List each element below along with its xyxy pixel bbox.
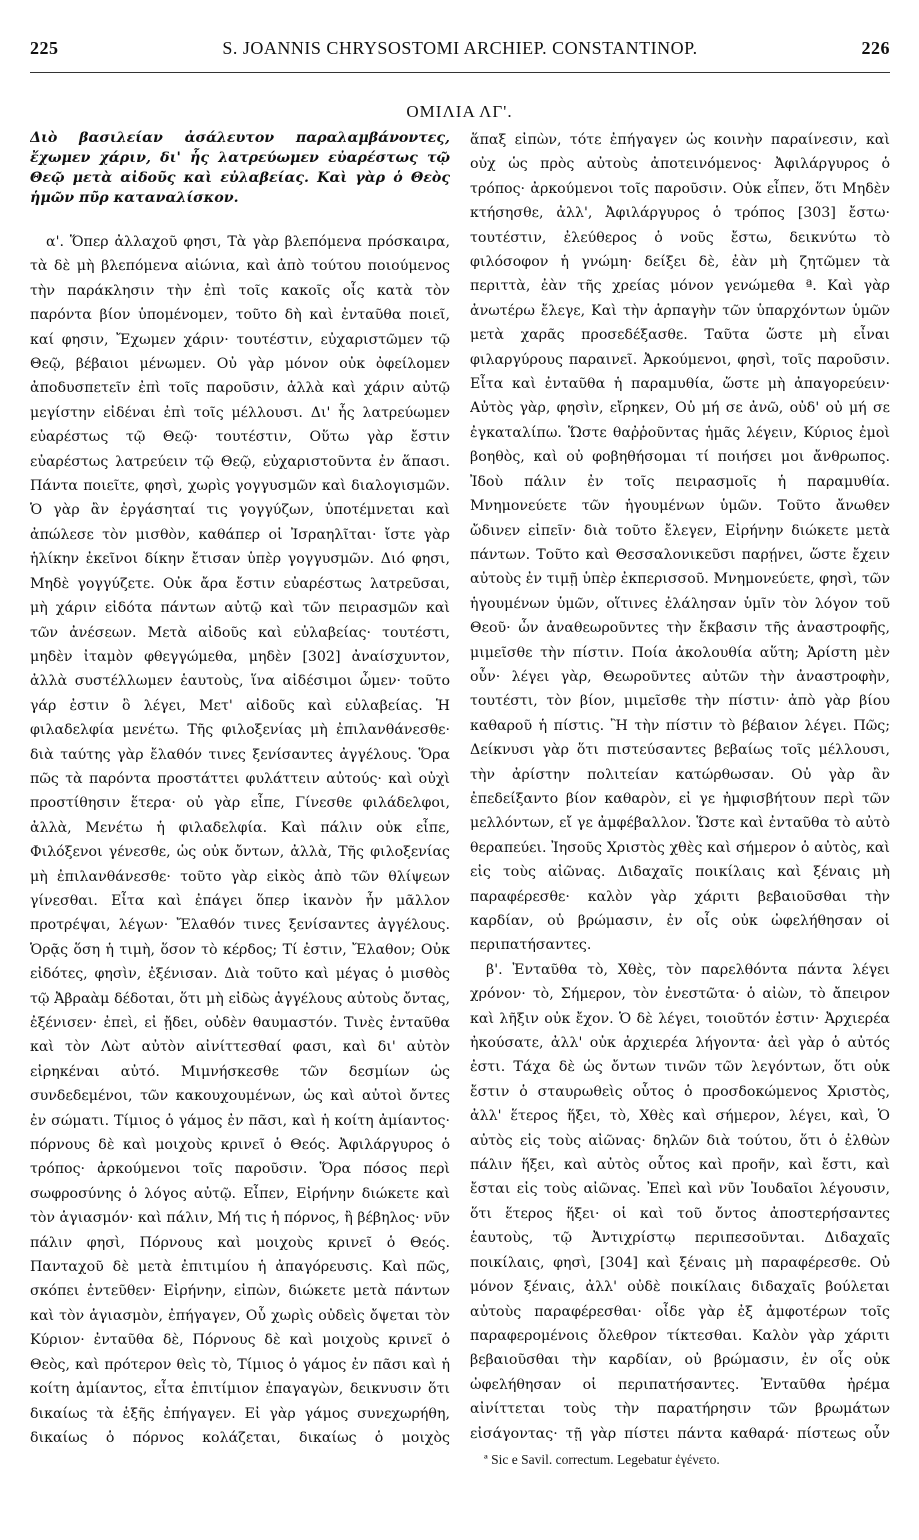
paragraph: β'. Ἐνταῦθα τὸ, Χθὲς, τὸν παρελθόντα πάντα λέγει χρόνον· τὸ, Σήμερον, τὸν ἐνεστῶτα· ὁ αἰὼν, τὸ ἄπειρον καὶ λῆξιν οὐκ ἔχον. Ὁ δὲ λέγει, τοιοῦτόν ἐστιν· Ἀρχιερέα ἠκούσατε, ἀλλ' οὐκ ἀρχιερέα λήγοντα· ἀεὶ γὰρ ὁ αὐτός ἐστι. Τάχα δὲ ὡς ὄντων τινῶν τῶν λεγόντων, ὅτι οὐκ ἔστιν ὁ σταυρωθεὶς οὗτος ὁ προσδοκώμενος Χριστὸς, ἀλλ' ἕτερος ἥξει, τὸ, Χθὲς καὶ σήμερον, λέγει, καὶ, Ὁ αὐτὸς εἰς τοὺς αἰῶνας· δηλῶν διὰ τούτου, ὅτι ὁ ἐλθὼν πάλιν ἥξει, καὶ αὐτὸς οὗτος καὶ προῆν, καὶ ἔστι, καὶ ἔσται εἰς τοὺς αἰῶνας. Ἐπεὶ καὶ νῦν Ἰουδαῖοι λέγουσιν, ὅτι ἕτερος ἥξει· οἱ καὶ τοῦ ὄντος ἀποστερήσαντες ἑαυτοὺς, τῷ Ἀντιχρίστῳ περιπεσοῦνται. Διδαχαῖς ποικίλαις, φησὶ, [304] καὶ ξέναις μὴ παραφέρεσθε. Οὐ μόνον ξέναις, ἀλλ' οὐδὲ ποικίλαις διδαχαῖς βούλεται αὐτοὺς παραφέρεσθαι· οἶδε γὰρ ἐξ ἀμφοτέρων τοῖς παραφερομένοις ὄλεθρον τίκτεσθαι. Καλὸν γὰρ χάριτι βεβαιοῦσθαι τὴν καρδίαν, οὐ βρώμασιν, ἐν οἷς οὐκ ὠφελήθησαν οἱ περιπατήσαντες. Ἐνταῦθα ἠρέμα αἰνίττεται τοὺς τὴν παρατήρησιν τῶν βρωμάτων εἰσάγοντας· τῇ γὰρ πίστει πάντα καθαρά· πίστεως οὖν bbox=[470, 961, 890, 1442]
running-header bbox=[30, 38, 890, 62]
left-column bbox=[30, 128, 450, 1448]
homily-title: ΟΜΙΛΙΑ ΛΓ'. bbox=[406, 102, 513, 121]
lemma-verse: Διὸ βασιλείαν ἀσάλευτον παραλαμβάνοντες, ἔχωμεν χάριν, δι' ἧς λατρεύωμεν εὐαρέστως τῷ Θεῷ μετὰ αἰδοῦς καὶ εὐλαβείας. Καὶ γὰρ ὁ Θεὸς ἡμῶν πῦρ καταναλίσκον. bbox=[30, 130, 450, 206]
page-number-right: 226 bbox=[861, 38, 890, 58]
header-rule bbox=[30, 72, 890, 73]
footnote: ª Sic e Savil. correctum. Legebatur ἐγένετο. bbox=[484, 1452, 720, 1467]
page-number-left: 225 bbox=[30, 38, 59, 58]
paragraph: ἅπαξ εἰπὼν, τότε ἐπήγαγεν ὡς κοινὴν παραίνεσιν, καὶ οὐχ ὡς πρὸς αὐτοὺς ἀποτεινόμενος· Ἀφιλάργυρος ὁ τρόπος· ἀρκούμενοι τοῖς παροῦσιν. Οὐκ εἶπεν, ὅτι Μηδὲν κτήσησθε, ἀλλ', Ἀφιλάργυρος ὁ τρόπος [303] ἔστω· τουτέστιν, ἐλεύθερος ὁ νοῦς ἔστω, δεικνύτω τὸ φιλόσοφον ἡ γνώμη· δείξει δὲ, ἐὰν μὴ ζητῶμεν τὰ περιττὰ, ἐὰν τῆς χρείας μόνον γενώμεθα ª. Καὶ γὰρ ἀνωτέρω ἔλεγε, Καὶ τὴν ἁρπαγὴν τῶν ὑπαρχόντων ὑμῶν μετὰ χαρᾶς προσεδέξασθε. Ταῦτα ὥστε μὴ εἶναι φιλαργύρους παραινεῖ. Ἀρκούμενοι, φησὶ, τοῖς παροῦσιν. Εἶτα καὶ ἐνταῦθα ἡ παραμυθία, ὥστε μὴ ἀπαγορεύειν· Αὐτὸς γὰρ, φησὶν, εἴρηκεν, Οὐ μή σε ἀνῶ, οὐδ' οὐ μή σε ἐγκαταλίπω. Ὥστε θαῤῥοῦντας ἡμᾶς λέγειν, Κύριος ἐμοὶ βοηθὸς, καὶ οὐ φοβηθήσομαι τί ποιήσει μοι ἄνθρωπος. Ἰδοὺ πάλιν ἐν τοῖς πειρασμοῖς ἡ παραμυθία. Μνημονεύετε τῶν ἡγουμένων ὑμῶν. Τοῦτο ἄνωθεν ὤδινεν εἰπεῖν· διὰ τοῦτο ἔλεγεν, Εἰρήνην διώκετε μετὰ πάντων. Τοῦτο καὶ Θεσσαλονικεῦσι παρῄνει, ὥστε ἔχειν αὐτοὺς ἐν τιμῇ ὑπὲρ ἐκπερισσοῦ. Μνημονεύετε, φησὶ, τῶν ἡγουμένων ὑμῶν, οἵτινες ἐλάλησαν ὑμῖν τὸν λόγον τοῦ Θεοῦ· ὧν ἀναθεωροῦντες τὴν ἔκβασιν τῆς ἀναστροφῆς, μιμεῖσθε τὴν πίστιν. Ποία ἀκολουθία αὕτη; Ἀρίστη μὲν οὖν· λέγει γὰρ, Θεωροῦντες αὐτῶν τὴν ἀναστροφὴν, τουτέστι, τὸν βίον, μιμεῖσθε τὴν πίστιν· ἀπὸ γὰρ βίου καθαροῦ ἡ πίστις. Ἢ τὴν πίστιν τὸ βέβαιον λέγει. Πῶς; Δείκνυσι γὰρ ὅτι πιστεύσαντες βεβαίως τοῖς μέλλουσι, τὴν ἀρίστην πολιτείαν κατώρθωσαν. Οὐ γὰρ ἂν ἐπεδείξαντο βίον καθαρὸν, εἰ γε ἠμφισβήτουν περὶ τῶν μελλόντων, εἴ γε ἀμφέβαλλον. Ὥστε καὶ ἐνταῦθα τὸ αὐτὸ θεραπεύει. Ἰησοῦς Χριστὸς χθὲς καὶ σήμερον ὁ αὐτὸς, καὶ εἰς τοὺς αἰῶνας. Διδαχαῖς ποικίλαις καὶ ξέναις μὴ παραφέρεσθε· καλὸν γὰρ χάριτι βεβαιοῦσθαι τὴν καρδίαν, οὐ βρώμασιν, ἐν οἷς οὐκ ὠφελήθησαν οἱ περιπατήσαντες. bbox=[470, 132, 890, 954]
right-column bbox=[470, 128, 890, 1448]
running-title: S. JOANNIS CHRYSOSTOMI ARCHIEP. CONSTANTINOP. bbox=[222, 38, 698, 58]
paragraph: α'. Ὅπερ ἀλλαχοῦ φησι, Τὰ γὰρ βλεπόμενα πρόσκαιρα, τὰ δὲ μὴ βλεπόμενα αἰώνια, καὶ ἀπὸ τούτου ποιούμενος τὴν παράκλησιν τὴν ἐπὶ τοῖς κακοῖς οἷς κατὰ τὸν παρόντα βίον ὑπομένομεν, τοῦτο δὴ καὶ ἐνταῦθα ποιεῖ, καί φησιν, Ἔχωμεν χάριν· τουτέστιν, εὐχαριστῶμεν τῷ Θεῷ, βέβαιοι μένωμεν. Οὐ γὰρ μόνον οὐκ ὀφείλομεν ἀποδυσπετεῖν ἐπὶ τοῖς παροῦσιν, ἀλλὰ καὶ χάριν αὐτῷ μεγίστην εἰδέναι ἐπὶ τοῖς μέλλουσι. Δι' ἧς λατρεύωμεν εὐαρέστως τῷ Θεῷ· τουτέστιν, Οὕτω γὰρ ἔστιν εὐαρέστως λατρεύειν τῷ Θεῷ, εὐχαριστοῦντα ἐν ἅπασι. Πάντα ποιεῖτε, φησὶ, χωρὶς γογγυσμῶν καὶ διαλογισμῶν. Ὁ γὰρ ἂν ἐργάσηταί τις γογγύζων, ὑποτέμνεται καὶ ἀπώλεσε τὸν μισθὸν, καθάπερ οἱ Ἰσραηλῖται· ἴστε γὰρ ἡλίκην ἐκεῖνοι δίκην ἔτισαν ὑπὲρ γογγυσμῶν. Διό φησι, Μηδὲ γογγύζετε. Οὐκ ἄρα ἔστιν εὐαρέστως λατρεῦσαι, μὴ χάριν εἰδότα πάντων αὐτῷ καὶ τῶν πειρασμῶν καὶ τῶν ἀνέσεων. Μετὰ αἰδοῦς καὶ εὐλαβείας· τουτέστι, μηδὲν ἰταμὸν φθεγγώμεθα, μηδὲν [302] ἀναίσχυντον, ἀλλὰ συστέλλωμεν ἑαυτοὺς, ἵνα αἰδέσιμοι ὦμεν· τοῦτο γάρ ἐστιν ὃ λέγει, Μετ' αἰδοῦς καὶ εὐλαβείας. Ἡ φιλαδελφία μενέτω. Τῆς φιλοξενίας μὴ ἐπιλανθάνεσθε· διὰ ταύτης γὰρ ἔλαθόν τινες ξενίσαντες ἀγγέλους. Ὅρα πῶς τὰ παρόντα προστάττει φυλάττειν αὐτούς· καὶ οὐχὶ προστίθησιν ἕτερα· οὐ γὰρ εἶπε, Γίνεσθε φιλάδελφοι, ἀλλὰ, Μενέτω ἡ φιλαδελφία. Καὶ πάλιν οὐκ εἶπε, Φιλόξενοι γένεσθε, ὡς οὐκ ὄντων, ἀλλὰ, Τῆς φιλοξενίας μὴ ἐπιλανθάνεσθε· τοῦτο γὰρ εἰκὸς ἀπὸ τῶν θλίψεων γίνεσθαι. Εἶτα καὶ ἐπάγει ὅπερ ἱκανὸν ἦν μᾶλλον προτρέψαι, λέγων· Ἔλαθόν τινες ξενίσαντες ἀγγέλους. Ὁρᾷς ὅση ἡ τιμὴ, ὅσον τὸ κέρδος; Τί ἐστιν, Ἔλαθον; Οὐκ εἰδότες, φησὶν, ἐξένισαν. Διὰ τοῦτο καὶ μέγας ὁ μισθὸς τῷ Ἀβραὰμ δέδοται, ὅτι μὴ εἰδὼς ἀγγέλους αὐτοὺς ὄντας, ἐξένισεν· ἐπεὶ, εἰ ᾔδει, οὐδὲν θαυμαστόν. Τινὲς ἐνταῦθα καὶ τὸν Λὼτ αὐτὸν αἰνίττεσθαί φασι, καὶ δι' αὐτὸν εἰρηκέναι αὐτό. Μιμνήσκεσθε τῶν δεσμίων ὡς συνδεδεμένοι, τῶν κακουχουμένων, ὡς καὶ αὐτοὶ ὄντες ἐν σώματι. Τίμιος ὁ γάμος ἐν πᾶσι, καὶ ἡ κοίτη ἀμίαντος· πόρνους δὲ καὶ μοιχοὺς κρινεῖ ὁ Θεός. Ἀφιλάργυρος ὁ τρόπος· ἀρκούμενοι τοῖς παροῦσιν. Ὅρα πόσος περὶ σωφροσύνης ὁ λόγος αὐτῷ. Εἶπεν, Εἰρήνην διώκετε καὶ τὸν ἁγιασμόν· καὶ πάλιν, Μή τις ἡ πόρνος, ἢ βέβηλος· νῦν πάλιν φησὶ, Πόρνους καὶ μοιχοὺς κρινεῖ ὁ Θεός. Πανταχοῦ δὲ μετὰ ἐπιτιμίου ἡ ἀπαγόρευσις. Καὶ πῶς, σκόπει ἐντεῦθεν· Εἰρήνην, εἰπὼν, διώκετε μετὰ πάντων καὶ τὸν ἁγιασμὸν, ἐπήγαγεν, Οὗ χωρὶς οὐδεὶς ὄψεται τὸν Κύριον· ἐνταῦθα δὲ, Πόρνους δὲ καὶ μοιχοὺς κρινεῖ ὁ Θεὸς, καὶ πρότερον θεὶς τὸ, Τίμιος ὁ γάμος ἐν πᾶσι καὶ ἡ κοίτη ἀμίαντος, εἶτα ἐπιτίμιον ἐπαγαγὼν, δεικνυσιν ὅτι δικαίως τὰ ἑξῆς ἐπήγαγεν. Εἰ γὰρ γάμος συνεχωρήθη, δικαίως ὁ πόρνος κολάζεται, δικαίως ὁ μοιχὸς bbox=[30, 234, 450, 1446]
